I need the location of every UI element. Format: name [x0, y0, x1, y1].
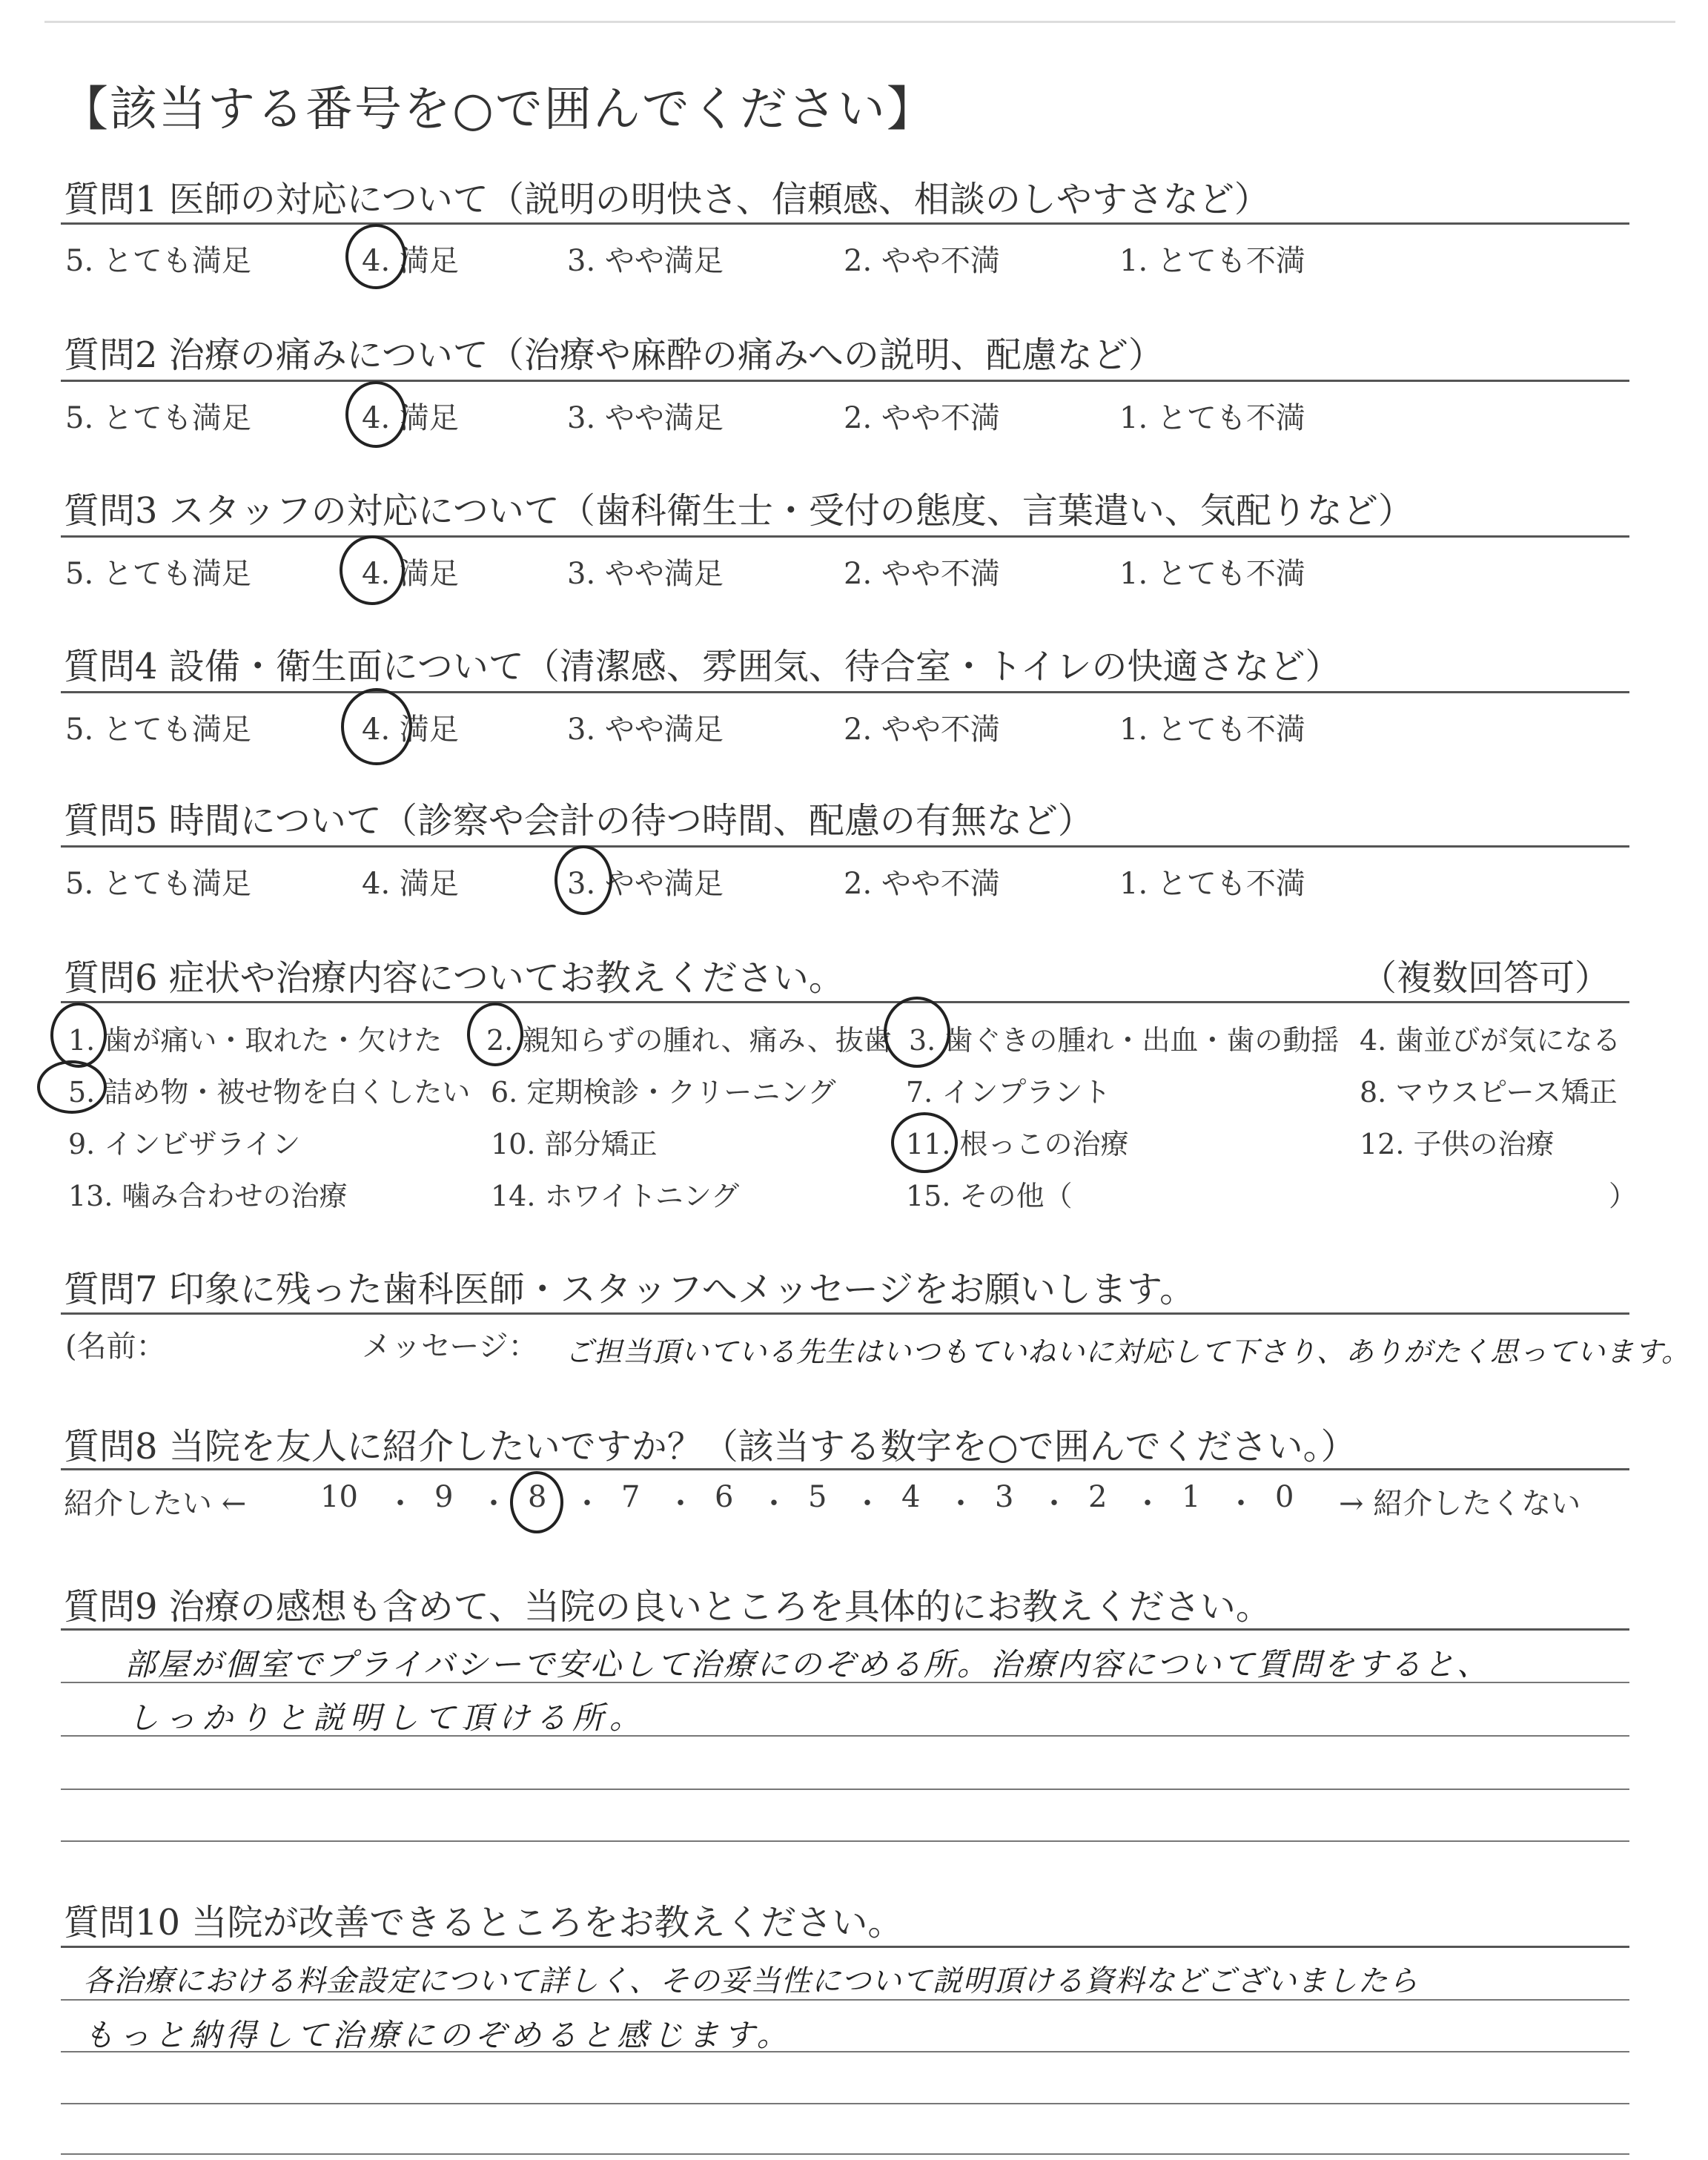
- q2-answer-circle: [345, 381, 406, 448]
- q6-item-1[interactable]: 1. 歯が痛い・取れた・欠けた: [68, 1024, 443, 1057]
- q5-option-1[interactable]: 1. とても不満: [1119, 867, 1305, 901]
- q3-option-3[interactable]: 3. やや満足: [567, 557, 724, 591]
- q6-rule: [61, 1001, 1629, 1003]
- q7-rule: [61, 1312, 1629, 1315]
- q6-item-3[interactable]: 3. 歯ぐきの腫れ・出血・歯の動揺: [909, 1024, 1340, 1057]
- q6-item-9[interactable]: 9. インビザライン: [68, 1128, 301, 1160]
- q2-option-2[interactable]: 2. やや不満: [844, 401, 1000, 435]
- q8-dot: ・: [1226, 1487, 1256, 1521]
- q5-title: 質問5 時間について（診察や会計の待つ時間、配慮の有無など）: [64, 800, 1093, 842]
- q4-option-2[interactable]: 2. やや不満: [844, 713, 1000, 747]
- q2-option-4[interactable]: 4. 満足: [362, 401, 459, 435]
- q10-rule-4: [61, 2103, 1629, 2104]
- q4-answer-circle: [341, 688, 412, 765]
- q10-rule-5: [61, 2153, 1629, 2155]
- scan-edge: [44, 21, 1675, 23]
- q6-item-11-circle: [891, 1112, 958, 1173]
- q8-dot: ・: [385, 1487, 415, 1521]
- q8-scale-1[interactable]: 1: [1182, 1480, 1201, 1514]
- q2-option-5[interactable]: 5. とても満足: [65, 401, 251, 435]
- q4-title: 質問4 設備・衛生面について（清潔感、雰囲気、待合室・トイレの快適さなど）: [64, 646, 1341, 687]
- q6-item-15-other[interactable]: 15. その他（: [906, 1180, 1073, 1212]
- q3-option-5[interactable]: 5. とても満足: [65, 557, 251, 591]
- q8-scale-0[interactable]: 0: [1275, 1480, 1294, 1514]
- q10-answer-line-1[interactable]: 各治療における料金設定について詳しく、その妥当性について説明頂ける資料などございましたら: [83, 1964, 1419, 1998]
- q2-option-1[interactable]: 1. とても不満: [1119, 401, 1305, 435]
- q1-option-4[interactable]: 4. 満足: [362, 244, 459, 278]
- instruction-title: 【該当する番号を○で囲んでください】: [61, 82, 936, 137]
- q9-answer-line-1[interactable]: 部屋が個室でプライバシーで安心して治療にのぞめる所。治療内容について質問をすると、: [125, 1646, 1491, 1682]
- q8-dot: ・: [479, 1487, 509, 1521]
- q3-option-2[interactable]: 2. やや不満: [844, 557, 1000, 591]
- q8-rule: [61, 1468, 1629, 1470]
- q6-item-1-circle: [50, 1003, 107, 1068]
- q8-dot: ・: [946, 1487, 976, 1521]
- q6-item-6[interactable]: 6. 定期検診・クリーニング: [491, 1076, 836, 1109]
- q4-rule: [61, 691, 1629, 693]
- q8-scale-2[interactable]: 2: [1088, 1480, 1108, 1514]
- q8-right-label: → 紹介したくない: [1339, 1487, 1581, 1521]
- q9-title: 質問9 治療の感想も含めて、当院の良いところを具体的にお教えください。: [64, 1586, 1271, 1628]
- q1-rule: [61, 222, 1629, 225]
- q6-item-13[interactable]: 13. 噛み合わせの治療: [68, 1180, 348, 1212]
- q8-scale-4[interactable]: 4: [901, 1480, 921, 1514]
- q1-option-2[interactable]: 2. やや不満: [844, 244, 1000, 278]
- q2-rule: [61, 380, 1629, 382]
- q6-item-11[interactable]: 11. 根っこの治療: [906, 1128, 1129, 1160]
- q6-item-12[interactable]: 12. 子供の治療: [1360, 1128, 1555, 1160]
- q6-item-2-circle: [467, 1003, 523, 1066]
- q3-rule: [61, 535, 1629, 538]
- q8-scale-7[interactable]: 7: [621, 1480, 640, 1514]
- q5-option-2[interactable]: 2. やや不満: [844, 867, 1000, 901]
- q6-other-close-paren: ）: [1609, 1180, 1638, 1212]
- q8-scale-9[interactable]: 9: [434, 1480, 454, 1514]
- q4-option-3[interactable]: 3. やや満足: [567, 713, 724, 747]
- q5-answer-circle: [555, 845, 612, 915]
- q3-answer-circle: [340, 535, 405, 605]
- q8-scale-8[interactable]: 8: [528, 1480, 547, 1514]
- q6-title: 質問6 症状や治療内容についてお教えください。: [64, 957, 844, 999]
- q7-title: 質問7 印象に残った歯科医師・スタッフへメッセージをお願いします。: [64, 1269, 1196, 1310]
- q9-rule-5: [61, 1840, 1629, 1842]
- q6-item-14[interactable]: 14. ホワイトニング: [491, 1180, 740, 1212]
- q2-option-3[interactable]: 3. やや満足: [567, 401, 724, 435]
- q4-option-4[interactable]: 4. 満足: [362, 713, 459, 747]
- q6-item-5[interactable]: 5. 詰め物・被せ物を白くしたい: [68, 1076, 471, 1109]
- q1-option-3[interactable]: 3. やや満足: [567, 244, 724, 278]
- q4-option-1[interactable]: 1. とても不満: [1119, 713, 1305, 747]
- q3-title: 質問3 スタッフの対応について（歯科衛生士・受付の態度、言葉遣い、気配りなど）: [64, 490, 1414, 532]
- q2-title: 質問2 治療の痛みについて（治療や麻酔の痛みへの説明、配慮など）: [64, 334, 1164, 376]
- q5-option-4[interactable]: 4. 満足: [362, 867, 459, 901]
- q10-answer-line-2[interactable]: もっと納得して治療にのぞめると感じます。: [83, 2017, 792, 2053]
- q6-item-2[interactable]: 2. 親知らずの腫れ、痛み、抜歯: [486, 1024, 892, 1057]
- q10-title: 質問10 当院が改善できるところをお教えください。: [64, 1902, 904, 1943]
- q8-scale-6[interactable]: 6: [715, 1480, 734, 1514]
- q8-answer-circle: [510, 1471, 563, 1533]
- q8-dot: ・: [572, 1487, 602, 1521]
- q9-rule-1: [61, 1628, 1629, 1631]
- q4-option-5[interactable]: 5. とても満足: [65, 713, 251, 747]
- q5-rule: [61, 845, 1629, 848]
- q5-option-5[interactable]: 5. とても満足: [65, 867, 251, 901]
- q6-item-4[interactable]: 4. 歯並びが気になる: [1360, 1024, 1621, 1057]
- q6-item-3-circle: [884, 997, 950, 1068]
- q6-multiple-note: （複数回答可）: [1361, 957, 1611, 999]
- q8-dot: ・: [1039, 1487, 1069, 1521]
- q8-dot: ・: [1133, 1487, 1162, 1521]
- q10-rule-1: [61, 1946, 1629, 1948]
- q7-name-label: (名前：: [65, 1330, 166, 1364]
- q8-dot: ・: [853, 1487, 882, 1521]
- q1-title: 質問1 医師の対応について（説明の明快さ、信頼感、相談のしやすさなど）: [64, 179, 1270, 220]
- q3-option-4[interactable]: 4. 満足: [362, 557, 459, 591]
- q1-option-5[interactable]: 5. とても満足: [65, 244, 251, 278]
- q8-title: 質問8 当院を友人に紹介したいですか？（該当する数字を○で囲んでください。）: [64, 1426, 1357, 1467]
- q9-answer-line-2[interactable]: しっかりと説明して頂ける所。: [128, 1700, 647, 1736]
- q1-option-1[interactable]: 1. とても不満: [1119, 244, 1305, 278]
- q9-rule-4: [61, 1789, 1629, 1790]
- q8-dot: ・: [759, 1487, 789, 1521]
- q6-item-5-circle: [37, 1060, 107, 1114]
- q8-dot: ・: [666, 1487, 695, 1521]
- q8-scale-3[interactable]: 3: [995, 1480, 1014, 1514]
- q6-item-7[interactable]: 7. インプラント: [906, 1076, 1111, 1109]
- q8-scale-10[interactable]: 10: [320, 1480, 358, 1514]
- q3-option-1[interactable]: 1. とても不満: [1119, 557, 1305, 591]
- q5-option-3[interactable]: 3. やや満足: [567, 867, 724, 901]
- q1-answer-circle: [345, 224, 406, 289]
- q8-scale-5[interactable]: 5: [808, 1480, 827, 1514]
- q6-item-10[interactable]: 10. 部分矯正: [491, 1128, 658, 1160]
- q8-left-label: 紹介したい ←: [64, 1487, 247, 1521]
- q7-message-label: メッセージ：: [362, 1330, 538, 1364]
- q6-item-8[interactable]: 8. マウスピース矯正: [1360, 1076, 1618, 1109]
- q7-message-handwritten[interactable]: ご担当頂いている先生はいつもていねいに対応して下さり、ありがたく思っています。: [565, 1335, 1690, 1368]
